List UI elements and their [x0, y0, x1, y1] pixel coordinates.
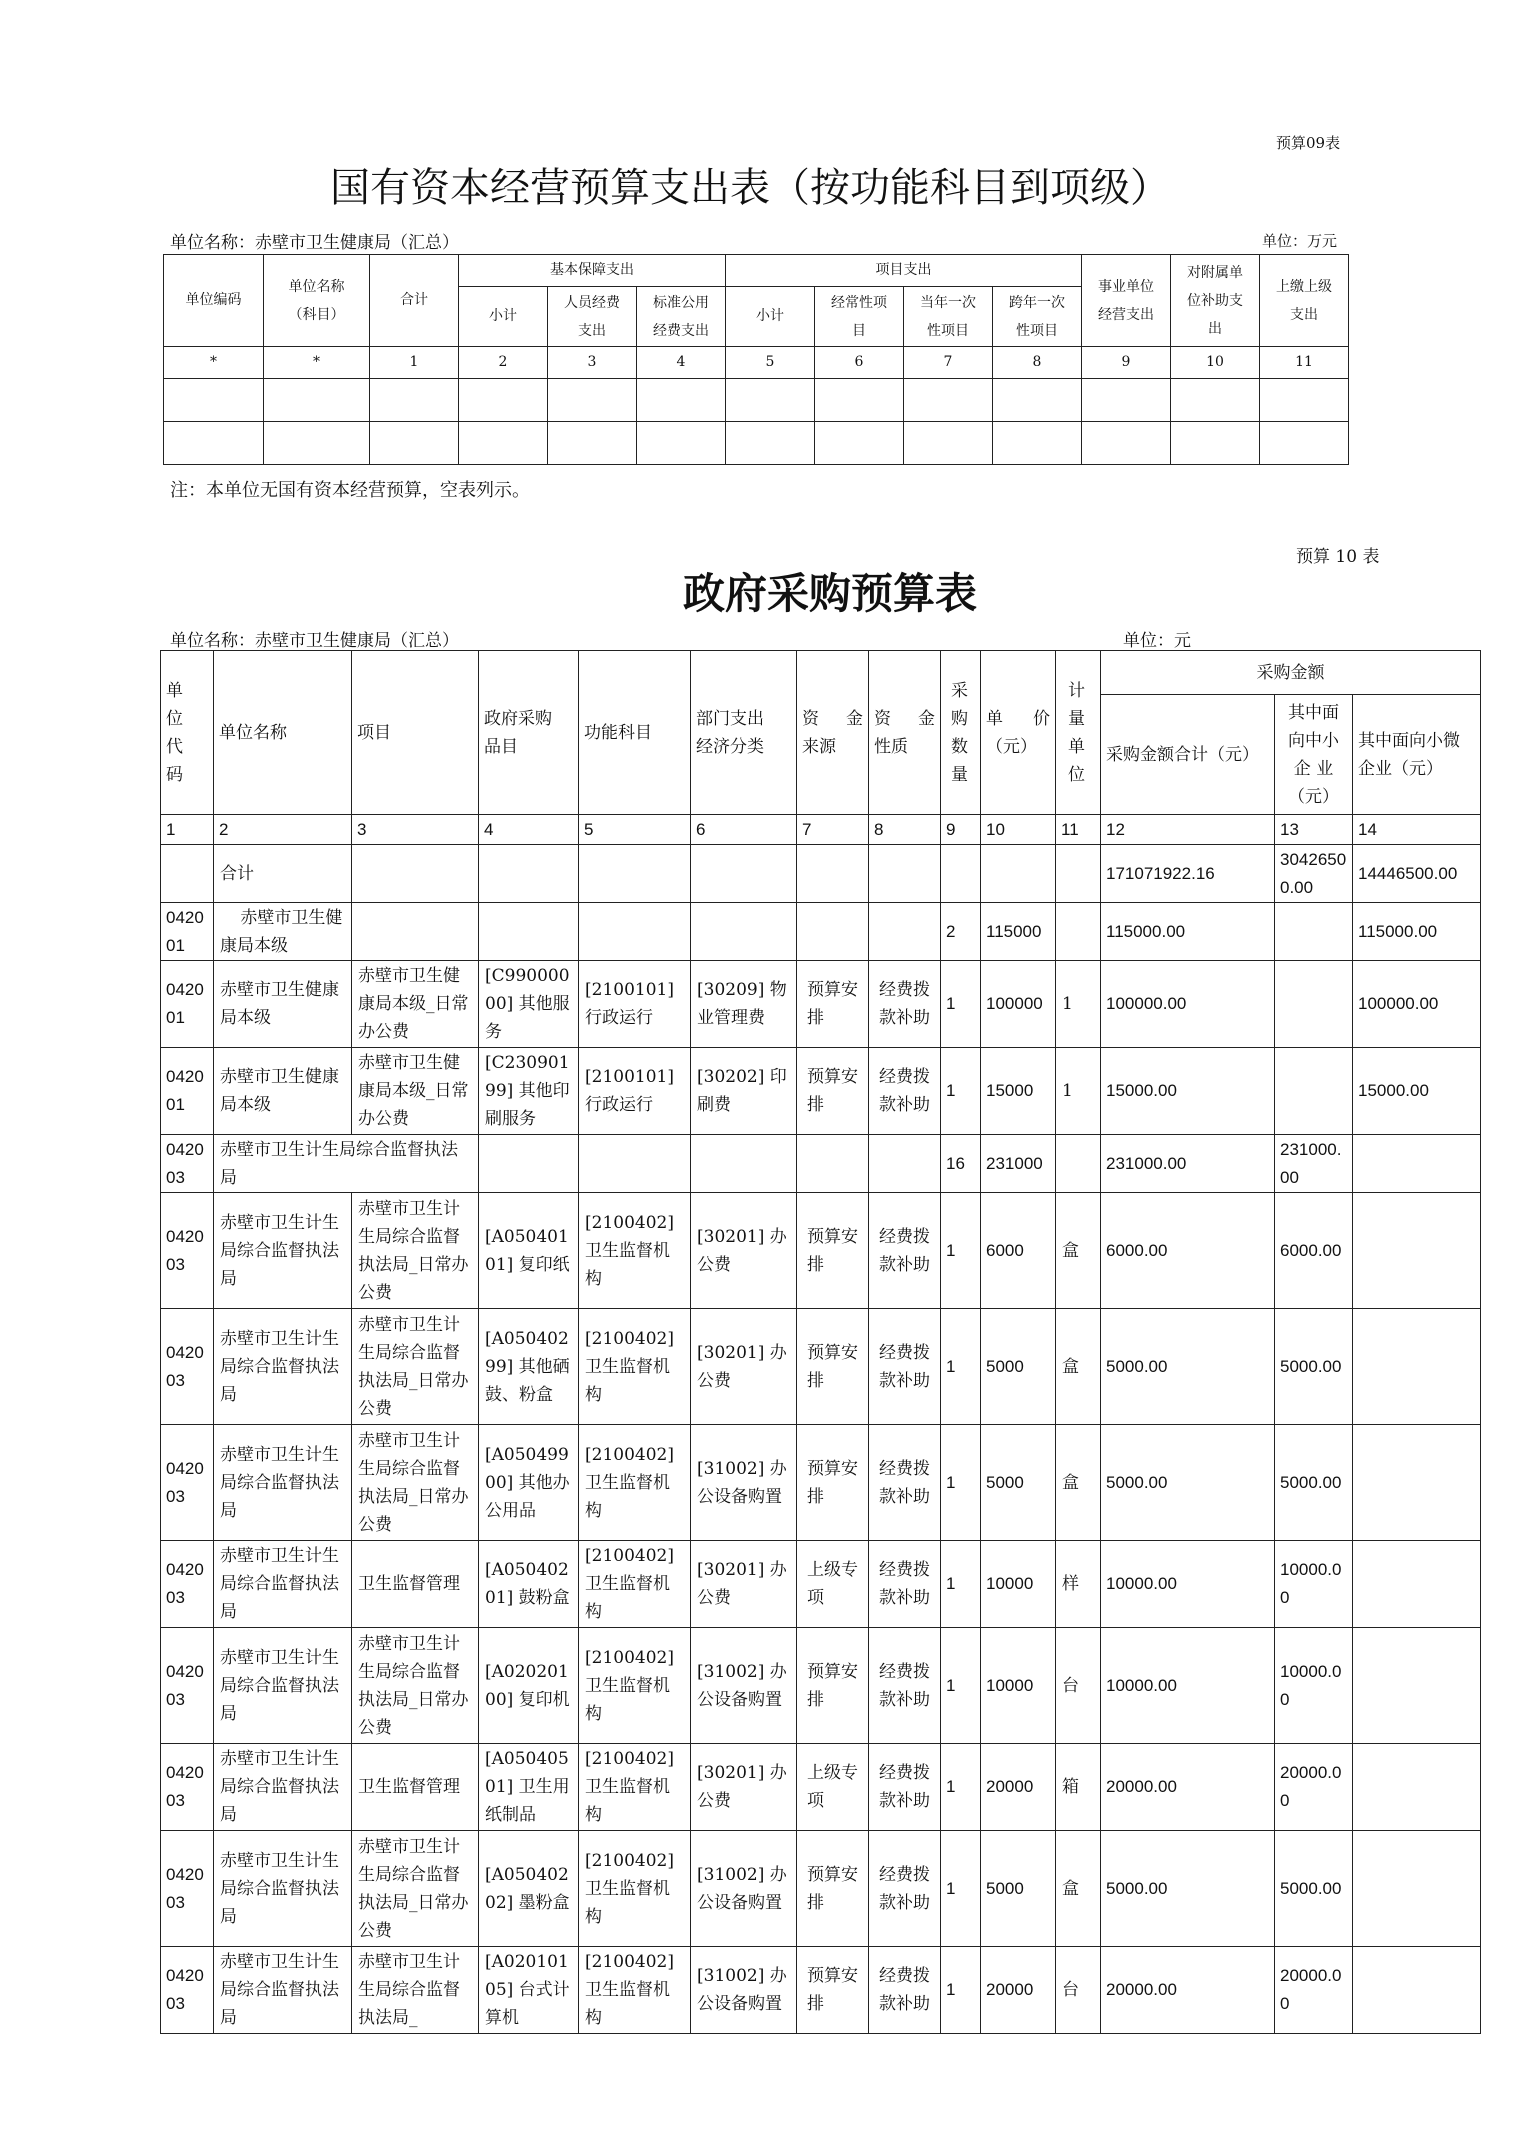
row-catalog: [A05040202] 墨粉盒 [479, 1831, 579, 1947]
row-function: [2100402] 卫生监督机构 [579, 1744, 691, 1831]
row-function: [2100402] 卫生监督机构 [579, 1628, 691, 1744]
row-price: 10000 [981, 1628, 1056, 1744]
header-cell [1101, 651, 1481, 695]
row-code: 042003 [161, 1309, 214, 1425]
row-project: 赤壁市卫生计生局综合监督执法局_日常办公费 [352, 1193, 479, 1309]
row-sme: 20000.00 [1275, 1947, 1353, 2034]
header-cell [1056, 651, 1101, 815]
row-name: 赤壁市卫生计生局综合监督执法局 [214, 1831, 352, 1947]
row-micro [1353, 1309, 1481, 1425]
row-name: 赤壁市卫生计生局综合监督执法局 [214, 1744, 352, 1831]
index-cell: 8 [869, 815, 941, 845]
row-sme [1275, 1048, 1353, 1135]
row-name: 赤壁市卫生计生局综合监督执法局 [214, 1193, 352, 1309]
header-source-2: 来源 [802, 736, 836, 757]
row-project: 卫生监督管理 [352, 1744, 479, 1831]
header-unit-code: 单位编码 [185, 292, 242, 308]
index-cell: 2 [214, 815, 352, 845]
index-cell: 12 [1101, 815, 1275, 845]
row-amount: 5000.00 [1101, 1425, 1275, 1541]
header-cell [993, 287, 1082, 347]
header-subsidy-2: 位补助支 [1187, 292, 1244, 309]
header-sme-2: 向中小 [1288, 730, 1339, 751]
row-sme: 6000.00 [1275, 1193, 1353, 1309]
row-function: [2100402] 卫生监督机构 [579, 1831, 691, 1947]
header-personnel: 人员经费 [564, 294, 620, 311]
row-catalog: [A05040501] 卫生用纸制品 [479, 1744, 579, 1831]
header-project: 项目支出 [875, 262, 932, 278]
row-catalog: [A02020100] 复印机 [479, 1628, 579, 1744]
header-unit-name-sub: （科目） [288, 306, 345, 323]
header-cross-year-2: 性项目 [1016, 322, 1059, 339]
row-name: 赤壁市卫生健康局本级 [214, 1048, 352, 1135]
index-cell: 7 [797, 815, 869, 845]
item-row [161, 1947, 1481, 2034]
header-econ: 部门支出 [696, 708, 764, 729]
form-number: 预算09表 [1276, 134, 1341, 152]
item-row [161, 1193, 1481, 1309]
row-function: [2100402] 卫生监督机构 [579, 1309, 691, 1425]
row-name: 赤壁市卫生计生局综合监督执法局 [214, 1425, 352, 1541]
header-cell [1082, 255, 1171, 347]
index-cell: 4 [637, 347, 726, 379]
row-qty: 1 [941, 1425, 981, 1541]
index-cell: 7 [904, 347, 993, 379]
index-row [161, 815, 1481, 845]
index-cell: * [264, 347, 370, 379]
row-catalog: [A05049900] 其他办公用品 [479, 1425, 579, 1541]
header-cell [1171, 255, 1260, 347]
row-project: 赤壁市卫生计生局综合监督执法局_日常办公费 [352, 1425, 479, 1541]
row-sme [1275, 903, 1353, 961]
row-sme [1275, 961, 1353, 1048]
row-code: 042003 [161, 1135, 214, 1193]
row-qty: 1 [941, 1048, 981, 1135]
row-unit: 箱 [1056, 1744, 1101, 1831]
row-econ: [31002] 办公设备购置 [691, 1425, 797, 1541]
header-cell [815, 287, 904, 347]
row-function: [2100402] 卫生监督机构 [579, 1193, 691, 1309]
header-cell [797, 651, 869, 815]
row-micro [1353, 1628, 1481, 1744]
index-cell: 3 [352, 815, 479, 845]
header-cell [726, 255, 1082, 287]
empty-row [164, 422, 1349, 465]
row-function: [2100402] 卫生监督机构 [579, 1541, 691, 1628]
row-nature: 经费拨款补助 [869, 1947, 941, 2034]
row-source: 预算安排 [797, 1947, 869, 2034]
header-price: 单 价 [986, 708, 1050, 729]
row-catalog: [A05040101] 复印纸 [479, 1193, 579, 1309]
header-cell [637, 287, 726, 347]
header-source: 资金 [802, 708, 863, 729]
header-amount-total: 采购金额合计（元） [1106, 744, 1259, 765]
row-code: 042003 [161, 1744, 214, 1831]
header-basic: 基本保障支出 [550, 262, 634, 278]
row-code: 042001 [161, 961, 214, 1048]
row-sme: 10000.00 [1275, 1628, 1353, 1744]
header-cell [214, 651, 352, 815]
item-row [161, 1628, 1481, 1744]
row-unit: 盒 [1056, 1193, 1101, 1309]
row-unit: 1 [1056, 1048, 1101, 1135]
row-econ: [30201] 办公费 [691, 1193, 797, 1309]
row-sme: 5000.00 [1275, 1831, 1353, 1947]
row-price: 5000 [981, 1425, 1056, 1541]
header-amount-group: 采购金额 [1256, 662, 1325, 683]
header-name: 单位名称 [219, 722, 287, 743]
header-project-subtotal: 小计 [756, 308, 785, 324]
header-remit: 上缴上级 [1276, 278, 1333, 295]
row-code: 042003 [161, 1628, 214, 1744]
index-cell: 4 [479, 815, 579, 845]
group-row [161, 1135, 1481, 1193]
row-price: 115000 [981, 903, 1056, 961]
header-cell [548, 287, 637, 347]
row-unit: 盒 [1056, 1831, 1101, 1947]
header-sme: 其中面 [1288, 702, 1339, 723]
row-source: 预算安排 [797, 1048, 869, 1135]
header-unit: 计量单位 [1068, 680, 1085, 785]
header-subsidy: 对附属单 [1187, 264, 1244, 281]
group-row [161, 903, 1481, 961]
row-qty: 16 [941, 1135, 981, 1193]
header-cell [370, 255, 459, 347]
total-label: 合计 [214, 845, 352, 903]
total-amount: 171071922.16 [1101, 845, 1275, 903]
row-project: 赤壁市卫生计生局综合监督执法局_日常办公费 [352, 1628, 479, 1744]
procurement-table [160, 650, 1481, 2034]
row-econ: [30202] 印刷费 [691, 1048, 797, 1135]
row-name: 赤壁市卫生计生局综合监督执法局 [214, 1309, 352, 1425]
row-function: [2100402] 卫生监督机构 [579, 1425, 691, 1541]
index-cell: 11 [1260, 347, 1349, 379]
procurement-rows [161, 903, 1481, 2034]
row-name: 赤壁市卫生健康局本级 [214, 961, 352, 1048]
row-project: 赤壁市卫生健康局本级_日常办公费 [352, 1048, 479, 1135]
row-source: 预算安排 [797, 1309, 869, 1425]
row-nature: 经费拨款补助 [869, 1541, 941, 1628]
row-code: 042003 [161, 1947, 214, 2034]
row-unit: 台 [1056, 1947, 1101, 2034]
row-unit: 1 [1056, 961, 1101, 1048]
row-source: 预算安排 [797, 1628, 869, 1744]
row-econ: [30201] 办公费 [691, 1541, 797, 1628]
row-amount: 20000.00 [1101, 1947, 1275, 2034]
row-project: 赤壁市卫生计生局综合监督执法局_日常办公费 [352, 1309, 479, 1425]
row-project: 赤壁市卫生健康局本级_日常办公费 [352, 961, 479, 1048]
row-price: 10000 [981, 1541, 1056, 1628]
row-qty: 1 [941, 1947, 981, 2034]
index-cell: 1 [370, 347, 459, 379]
index-cell: 6 [815, 347, 904, 379]
row-qty: 1 [941, 1309, 981, 1425]
row-econ: [30201] 办公费 [691, 1309, 797, 1425]
row-micro: 15000.00 [1353, 1048, 1481, 1135]
index-cell: 3 [548, 347, 637, 379]
row-econ: [30201] 办公费 [691, 1744, 797, 1831]
item-row [161, 961, 1481, 1048]
index-cell: 10 [981, 815, 1056, 845]
row-sme: 10000.00 [1275, 1541, 1353, 1628]
row-micro [1353, 1425, 1481, 1541]
row-function: [2100402] 卫生监督机构 [579, 1947, 691, 2034]
row-function: [2100101] 行政运行 [579, 961, 691, 1048]
row-catalog: [C23090199] 其他印刷服务 [479, 1048, 579, 1135]
row-price: 20000 [981, 1947, 1056, 2034]
header-project: 项目 [357, 722, 391, 743]
row-source: 预算安排 [797, 961, 869, 1048]
header-cell [981, 651, 1056, 815]
header-cell [1353, 695, 1481, 815]
row-micro [1353, 1135, 1481, 1193]
row-sme: 5000.00 [1275, 1309, 1353, 1425]
row-micro: 115000.00 [1353, 903, 1481, 961]
header-remit-2: 支出 [1290, 306, 1319, 323]
row-micro [1353, 1541, 1481, 1628]
row-amount: 231000.00 [1101, 1135, 1275, 1193]
row-amount: 10000.00 [1101, 1628, 1275, 1744]
row-qty: 1 [941, 1628, 981, 1744]
row-code: 042001 [161, 1048, 214, 1135]
index-cell: 13 [1275, 815, 1353, 845]
row-nature: 经费拨款补助 [869, 961, 941, 1048]
row-qty: 1 [941, 1541, 981, 1628]
row-price: 15000 [981, 1048, 1056, 1135]
row-sme: 231000.00 [1275, 1135, 1353, 1193]
row-micro: 100000.00 [1353, 961, 1481, 1048]
row-source: 上级专项 [797, 1744, 869, 1831]
item-row [161, 1744, 1481, 1831]
page-title: 政府采购预算表 [682, 569, 977, 618]
row-unit: 盒 [1056, 1425, 1101, 1541]
currency-unit: 单位：万元 [1262, 232, 1338, 250]
row-micro [1353, 1193, 1481, 1309]
capital-budget-table [163, 254, 1349, 465]
header-standard: 标准公用 [653, 294, 709, 311]
row-source: 预算安排 [797, 1425, 869, 1541]
header-one-time-2: 性项目 [927, 322, 970, 339]
unit-name: 单位名称：赤壁市卫生健康局（汇总） [170, 631, 459, 651]
row-qty: 2 [941, 903, 981, 961]
header-catalog-2: 品目 [484, 736, 518, 757]
empty-row [164, 379, 1349, 422]
row-sme: 5000.00 [1275, 1425, 1353, 1541]
row-source: 上级专项 [797, 1541, 869, 1628]
header-recurring-2: 目 [852, 322, 867, 339]
header-cell [691, 651, 797, 815]
row-code: 042003 [161, 1193, 214, 1309]
currency-unit: 单位：元 [1123, 631, 1191, 651]
header-standard-2: 经费支出 [653, 322, 709, 339]
header-code: 单位代码 [166, 680, 183, 785]
header-cell [1275, 695, 1353, 815]
header-micro-2: 企业（元） [1358, 758, 1443, 779]
row-econ: [30209] 物业管理费 [691, 961, 797, 1048]
row-amount: 115000.00 [1101, 903, 1275, 961]
header-cross-year: 跨年一次 [1009, 294, 1066, 311]
index-cell: 9 [941, 815, 981, 845]
total-micro: 14446500.00 [1353, 845, 1481, 903]
item-row [161, 1541, 1481, 1628]
unit-name: 单位名称：赤壁市卫生健康局（汇总） [170, 233, 459, 253]
header-cell [161, 651, 214, 815]
item-row [161, 1048, 1481, 1135]
index-cell: 8 [993, 347, 1082, 379]
row-catalog: [A05040201] 鼓粉盒 [479, 1541, 579, 1628]
header-cell [164, 255, 264, 347]
row-code: 042003 [161, 1425, 214, 1541]
header-subsidy-3: 出 [1208, 320, 1223, 337]
row-code: 042001 [161, 903, 214, 961]
header-cell [869, 651, 941, 815]
header-nature-2: 性质 [874, 736, 908, 757]
row-amount: 6000.00 [1101, 1193, 1275, 1309]
header-one-time: 当年一次 [920, 294, 977, 311]
row-code: 042003 [161, 1541, 214, 1628]
row-unit: 台 [1056, 1628, 1101, 1744]
row-name: 赤壁市卫生健康局本级 [214, 903, 352, 961]
index-cell: 6 [691, 815, 797, 845]
total-row [161, 845, 1481, 903]
row-nature: 经费拨款补助 [869, 1309, 941, 1425]
header-personnel-2: 支出 [578, 322, 606, 339]
header-sme-4: （元） [1288, 786, 1339, 807]
index-cell: 2 [459, 347, 548, 379]
index-cell: 14 [1353, 815, 1481, 845]
header-operating-2: 经营支出 [1098, 306, 1155, 323]
row-amount: 10000.00 [1101, 1541, 1275, 1628]
header-cell [1260, 255, 1349, 347]
header-sme-3: 企 业 [1293, 758, 1334, 779]
row-micro [1353, 1744, 1481, 1831]
row-name: 赤壁市卫生计生局综合监督执法局 [214, 1628, 352, 1744]
header-price-2: （元） [986, 736, 1037, 757]
row-econ: [31002] 办公设备购置 [691, 1628, 797, 1744]
header-operating: 事业单位 [1098, 278, 1155, 295]
row-name: 赤壁市卫生计生局综合监督执法局 [214, 1135, 479, 1193]
item-row [161, 1425, 1481, 1541]
row-nature: 经费拨款补助 [869, 1048, 941, 1135]
row-catalog: [C99000000] 其他服务 [479, 961, 579, 1048]
row-amount: 5000.00 [1101, 1831, 1275, 1947]
row-nature: 经费拨款补助 [869, 1425, 941, 1541]
index-row [164, 347, 1349, 379]
row-project: 赤壁市卫生计生局综合监督执法局_日常办公费 [352, 1831, 479, 1947]
index-cell: 11 [1056, 815, 1101, 845]
header-qty: 采购数量 [951, 680, 968, 785]
index-cell: * [164, 347, 264, 379]
row-micro [1353, 1831, 1481, 1947]
header-total: 合计 [400, 292, 428, 308]
row-nature: 经费拨款补助 [869, 1628, 941, 1744]
row-price: 5000 [981, 1309, 1056, 1425]
header-micro: 其中面向小微 [1358, 730, 1460, 751]
form-number: 预算 10 表 [1296, 547, 1380, 567]
row-amount: 100000.00 [1101, 961, 1275, 1048]
table-note: 注：本单位无国有资本经营预算，空表列示。 [170, 480, 530, 501]
row-project: 赤壁市卫生计生局综合监督执法局_ [352, 1947, 479, 2034]
row-price: 100000 [981, 961, 1056, 1048]
row-econ: [31002] 办公设备购置 [691, 1831, 797, 1947]
row-price: 6000 [981, 1193, 1056, 1309]
row-qty: 1 [941, 1744, 981, 1831]
row-qty: 1 [941, 961, 981, 1048]
header-cell [941, 651, 981, 815]
row-project: 卫生监督管理 [352, 1541, 479, 1628]
index-cell: 1 [161, 815, 214, 845]
row-econ: [31002] 办公设备购置 [691, 1947, 797, 2034]
row-nature: 经费拨款补助 [869, 1193, 941, 1309]
header-cell [264, 255, 370, 347]
page-title: 国有资本经营预算支出表（按功能科目到项级） [330, 165, 1170, 211]
row-name: 赤壁市卫生计生局综合监督执法局 [214, 1947, 352, 2034]
row-qty: 1 [941, 1831, 981, 1947]
header-econ-2: 经济分类 [696, 736, 764, 757]
row-price: 231000 [981, 1135, 1056, 1193]
row-qty: 1 [941, 1193, 981, 1309]
header-cell [479, 651, 579, 815]
header-basic-subtotal: 小计 [489, 308, 517, 324]
header-cell [352, 651, 479, 815]
row-nature: 经费拨款补助 [869, 1831, 941, 1947]
index-cell: 10 [1171, 347, 1260, 379]
row-unit: 盒 [1056, 1309, 1101, 1425]
row-amount: 20000.00 [1101, 1744, 1275, 1831]
header-unit-name: 单位名称 [288, 278, 345, 295]
header-cell [579, 651, 691, 815]
item-row [161, 1831, 1481, 1947]
row-catalog: [A05040299] 其他硒鼓、粉盒 [479, 1309, 579, 1425]
row-amount: 5000.00 [1101, 1309, 1275, 1425]
row-name: 赤壁市卫生计生局综合监督执法局 [214, 1541, 352, 1628]
index-cell: 9 [1082, 347, 1171, 379]
row-source: 预算安排 [797, 1831, 869, 1947]
header-cell [459, 255, 726, 287]
row-unit: 样 [1056, 1541, 1101, 1628]
row-function: [2100101] 行政运行 [579, 1048, 691, 1135]
header-cell [459, 287, 548, 347]
header-function: 功能科目 [584, 722, 652, 743]
row-catalog: [A02010105] 台式计算机 [479, 1947, 579, 2034]
header-catalog: 政府采购 [484, 708, 552, 729]
header-nature: 资金 [874, 708, 935, 729]
row-nature: 经费拨款补助 [869, 1744, 941, 1831]
row-code: 042003 [161, 1831, 214, 1947]
total-sme: 30426500.00 [1275, 845, 1353, 903]
header-recurring: 经常性项 [831, 294, 888, 311]
header-cell [904, 287, 993, 347]
header-cell [1101, 695, 1275, 815]
index-cell: 5 [579, 815, 691, 845]
row-amount: 15000.00 [1101, 1048, 1275, 1135]
row-micro [1353, 1947, 1481, 2034]
row-sme: 20000.00 [1275, 1744, 1353, 1831]
row-source: 预算安排 [797, 1193, 869, 1309]
header-cell [726, 287, 815, 347]
index-cell: 5 [726, 347, 815, 379]
row-price: 20000 [981, 1744, 1056, 1831]
row-price: 5000 [981, 1831, 1056, 1947]
item-row [161, 1309, 1481, 1425]
